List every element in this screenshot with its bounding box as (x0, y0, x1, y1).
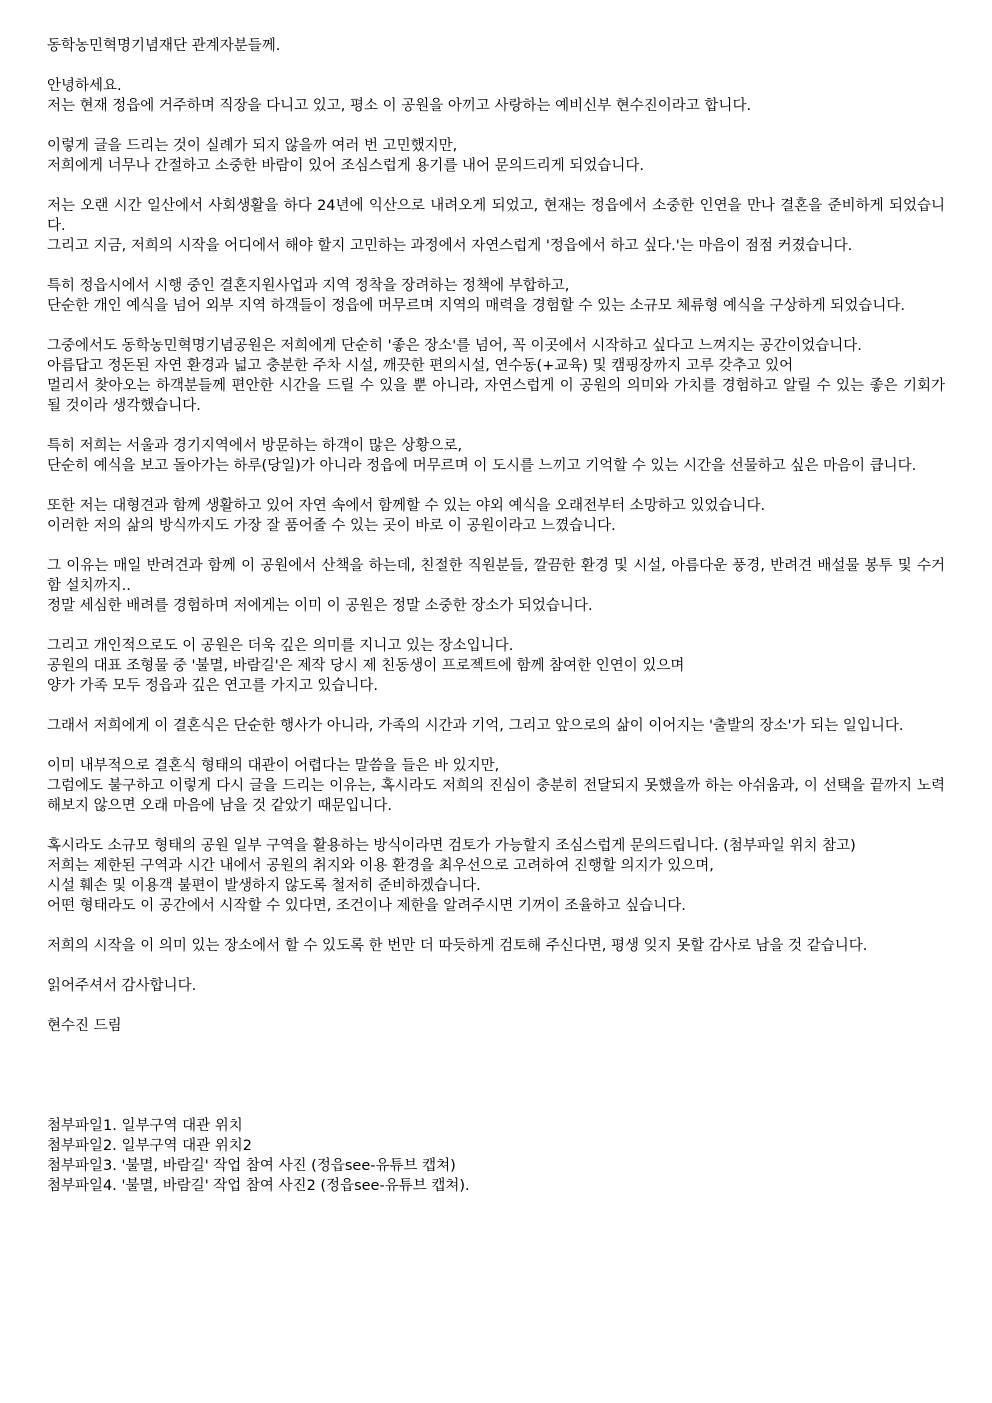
paragraph-walks (47, 556, 945, 616)
paragraph-line: 그중에서도 동학농민혁명기념공원은 저희에게 단순히 '좋은 장소'를 넘어, 꼭 이곳에서 시작하고 싶다고 느껴지는 공간이었습니다. (47, 338, 862, 354)
attachment-item: 첨부파일2. 일부구역 대관 위치2 (47, 1138, 252, 1154)
signature: 현수진 드림 (47, 1018, 122, 1034)
paragraph-dog (47, 496, 945, 536)
greeting: 동학농민혁명기념재단 관계자분들께. (47, 38, 281, 54)
paragraph-line: 저희의 시작을 이 의미 있는 장소에서 할 수 있도록 한 번만 더 따듯하게 검토해 주신다면, 평생 잊지 못할 감사로 남을 것 같습니다. (47, 938, 868, 954)
attachment-item: 첨부파일1. 일부구역 대관 위치 (47, 1118, 243, 1134)
paragraph-line: 그 이유는 매일 반려견과 함께 이 공원에서 산책을 하는데, 친절한 직원분들, 깔끔한 환경 및 시설, 아름다운 풍경, 반려견 배설물 봉투 및 수거함 설치까지.. (47, 558, 945, 594)
paragraph-line: 이렇게 글을 드리는 것이 실례가 되지 않을까 여러 번 고민했지만, (47, 138, 458, 154)
paragraph-park (47, 336, 945, 416)
paragraph-line: 이미 내부적으로 결혼식 형태의 대관이 어렵다는 말씀을 들은 바 있지만, (47, 758, 500, 774)
spacer (47, 1056, 945, 1116)
paragraph-line: 그래서 저희에게 이 결혼식은 단순한 행사가 아니라, 가족의 시간과 기억, 그리고 앞으로의 삶이 이어지는 '출발의 장소'가 되는 일입니다. (47, 718, 904, 734)
paragraph-line: 단순히 예식을 보고 돌아가는 하루(당일)가 아니라 정읍에 머무르며 이 도시를 느끼고 기억할 수 있는 시간을 선물하고 싶은 마음이 큽니다. (47, 458, 917, 474)
paragraph-line: 정말 세심한 배려를 경험하며 저에게는 이미 이 공원은 정말 소중한 장소가 되었습니다. (47, 598, 593, 614)
paragraph-line: 단순한 개인 예식을 넘어 외부 지역 하객들이 정읍에 머무르며 지역의 매력을 경험할 수 있는 소규모 체류형 예식을 구상하게 되었습니다. (47, 298, 905, 314)
paragraph-guests (47, 436, 945, 476)
closing: 읽어주셔서 감사합니다. (47, 978, 197, 994)
paragraph-line: 그럼에도 불구하고 이렇게 다시 글을 드리는 이유는, 혹시라도 저희의 진심이 충분히 전달되지 못했을까 하는 아쉬움과, 이 선택을 끝까지 노력해보지 않으면 오래 마음에 남을 것 같았기 때문입니다. (47, 778, 945, 814)
paragraph-line: 저희에게 너무나 간절하고 소중한 바람이 있어 조심스럽게 용기를 내어 문의드리게 되었습니다. (47, 158, 644, 174)
paragraph-final (47, 936, 945, 956)
paragraph-line: 저희는 제한된 구역과 시간 내에서 공원의 취지와 이용 환경을 최우선으로 고려하여 진행할 의지가 있으며, (47, 858, 714, 874)
paragraph-line: 공원의 대표 조형물 중 '불멸, 바람길'은 제작 당시 제 친동생이 프로젝트에 함께 참여한 인연이 있으며 (47, 658, 685, 674)
paragraph-personal (47, 636, 945, 696)
attachment-list (47, 1116, 945, 1196)
paragraph-line: 그리고 지금, 저희의 시작을 어디에서 해야 할지 고민하는 과정에서 자연스럽게 '정읍에서 하고 싶다.'는 마음이 점점 커졌습니다. (47, 238, 853, 254)
paragraph-line: 시설 훼손 및 이용객 불편이 발생하지 않도록 철저히 준비하겠습니다. (47, 878, 481, 894)
attachment-item: 첨부파일4. '불멸, 바람길' 작업 참여 사진2 (정읍see-유튜브 캡쳐). (47, 1178, 470, 1194)
paragraph-line: 또한 저는 대형견과 함께 생활하고 있어 자연 속에서 함께할 수 있는 야외 예식을 오래전부터 소망하고 있었습니다. (47, 498, 766, 514)
paragraph-line: 저는 오랜 시간 일산에서 사회생활을 하다 24년에 익산으로 내려오게 되었고, 현재는 정읍에서 소중한 인연을 만나 결혼을 준비하게 되었습니다. (47, 198, 945, 234)
paragraph-line: 안녕하세요. (47, 78, 122, 94)
paragraph-line: 이러한 저의 삶의 방식까지도 가장 잘 품어줄 수 있는 곳이 바로 이 공원이라고 느꼈습니다. (47, 518, 616, 534)
paragraph-line: 저는 현재 정읍에 거주하며 직장을 다니고 있고, 평소 이 공원을 아끼고 사랑하는 예비신부 현수진이라고 합니다. (47, 98, 752, 114)
paragraph-request (47, 836, 945, 916)
paragraph-line: 멀리서 찾아오는 하객분들께 편안한 시간을 드릴 수 있을 뿐 아니라, 자연스럽게 이 공원의 의미와 가치를 경험하고 알릴 수 있는 좋은 기회가 될 것이라 생각했습니다. (47, 378, 945, 414)
attachment-item: 첨부파일3. '불멸, 바람길' 작업 참여 사진 (정읍see-유튜브 캡쳐) (47, 1158, 456, 1174)
paragraph-line: 특히 정읍시에서 시행 중인 결혼지원사업과 지역 정착을 장려하는 정책에 부합하고, (47, 278, 570, 294)
letter-body (47, 36, 945, 1196)
paragraph-line: 혹시라도 소규모 형태의 공원 일부 구역을 활용하는 방식이라면 검토가 가능할지 조심스럽게 문의드립니다. (첨부파일 위치 참고) (47, 838, 856, 854)
paragraph-background (47, 196, 945, 256)
paragraph-policy (47, 276, 945, 316)
paragraph-again (47, 756, 945, 816)
paragraph-line: 그리고 개인적으로도 이 공원은 더욱 깊은 의미를 지니고 있는 장소입니다. (47, 638, 514, 654)
paragraph-line: 아름답고 정돈된 자연 환경과 넓고 충분한 주차 시설, 깨끗한 편의시설, 연수동(+교육) 및 캠핑장까지 고루 갖추고 있어 (47, 358, 794, 374)
paragraph-reason (47, 136, 945, 176)
paragraph-line: 특히 저희는 서울과 경기지역에서 방문하는 하객이 많은 상황으로, (47, 438, 463, 454)
paragraph-line: 어떤 형태라도 이 공간에서 시작할 수 있다면, 조건이나 제한을 알려주시면 기꺼이 조율하고 싶습니다. (47, 898, 686, 914)
paragraph-meaning (47, 716, 945, 736)
paragraph-line: 양가 가족 모두 정읍과 깊은 연고를 가지고 있습니다. (47, 678, 379, 694)
paragraph-intro (47, 76, 945, 116)
